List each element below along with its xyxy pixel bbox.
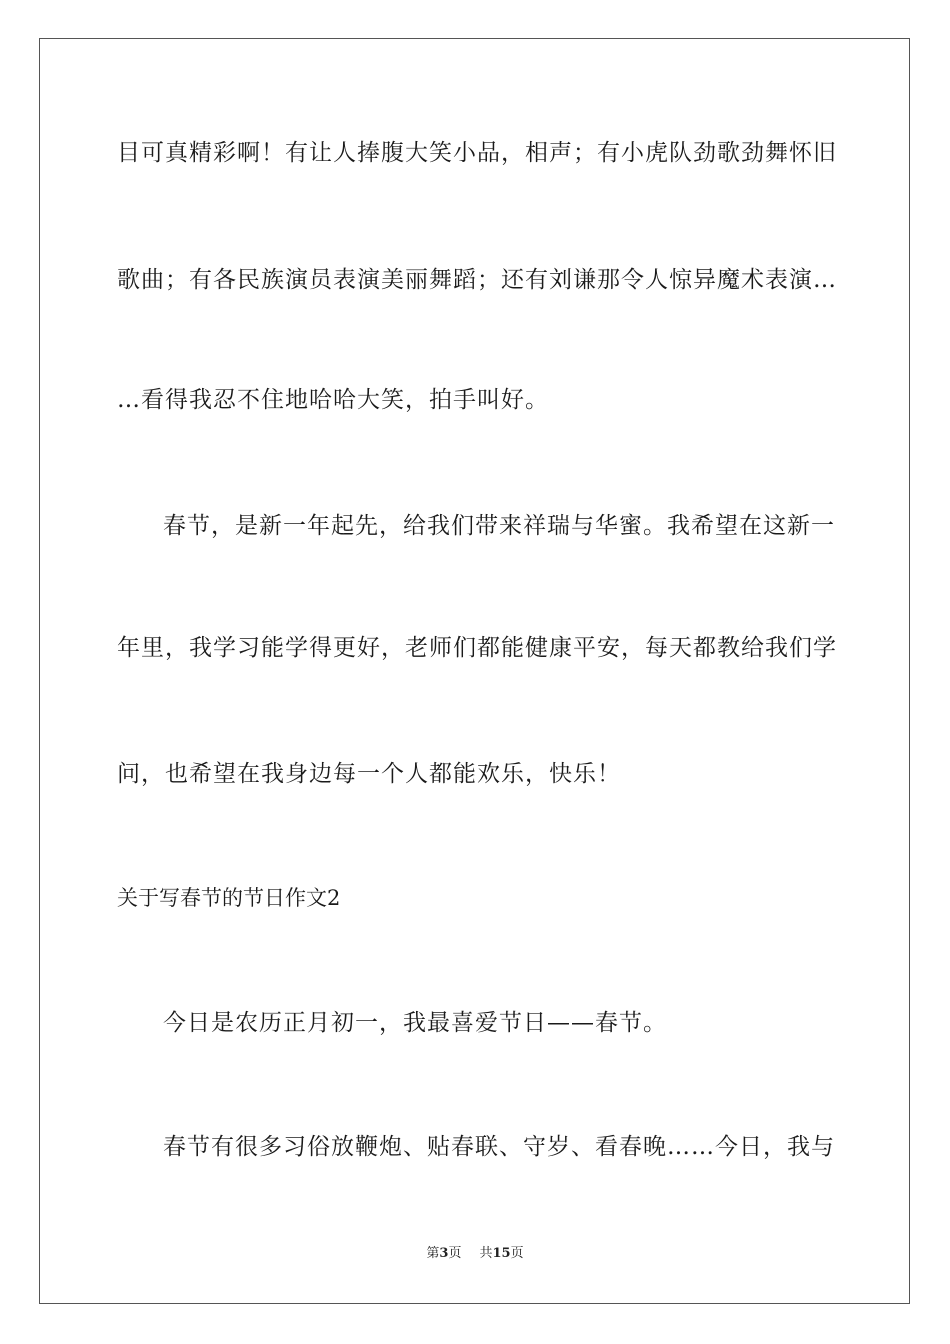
- page-suffix: 页: [448, 1246, 462, 1261]
- text-line-1: 目可真精彩啊！有让人捧腹大笑小品，相声；有小虎队劲歌劲舞怀旧: [117, 140, 837, 166]
- section-heading: 关于写春节的节日作文2: [117, 886, 341, 910]
- text-line-2: 歌曲；有各民族演员表演美丽舞蹈；还有刘谦那令人惊异魔术表演…: [117, 267, 837, 293]
- text-line-8: 春节有很多习俗放鞭炮、贴春联、守岁、看春晚……今日，我与: [163, 1134, 835, 1160]
- page-number: 3: [439, 1246, 449, 1261]
- page-footer: [0, 1245, 950, 1263]
- text-line-5: 年里，我学习能学得更好，老师们都能健康平安，每天都教给我们学: [117, 635, 837, 661]
- text-line-4: 春节，是新一年起先，给我们带来祥瑞与华蜜。我希望在这新一: [163, 513, 835, 539]
- page-border: [39, 38, 910, 1304]
- text-line-6: 问，也希望在我身边每一个人都能欢乐，快乐！: [117, 761, 621, 787]
- total-suffix: 页: [510, 1246, 524, 1261]
- total-prefix: 共: [479, 1246, 493, 1261]
- text-line-7: 今日是农历正月初一，我最喜爱节日——春节。: [163, 1010, 667, 1036]
- text-line-3: …看得我忍不住地哈哈大笑，拍手叫好。: [117, 387, 549, 413]
- total-pages: 15: [492, 1246, 511, 1261]
- page-prefix: 第: [426, 1246, 440, 1261]
